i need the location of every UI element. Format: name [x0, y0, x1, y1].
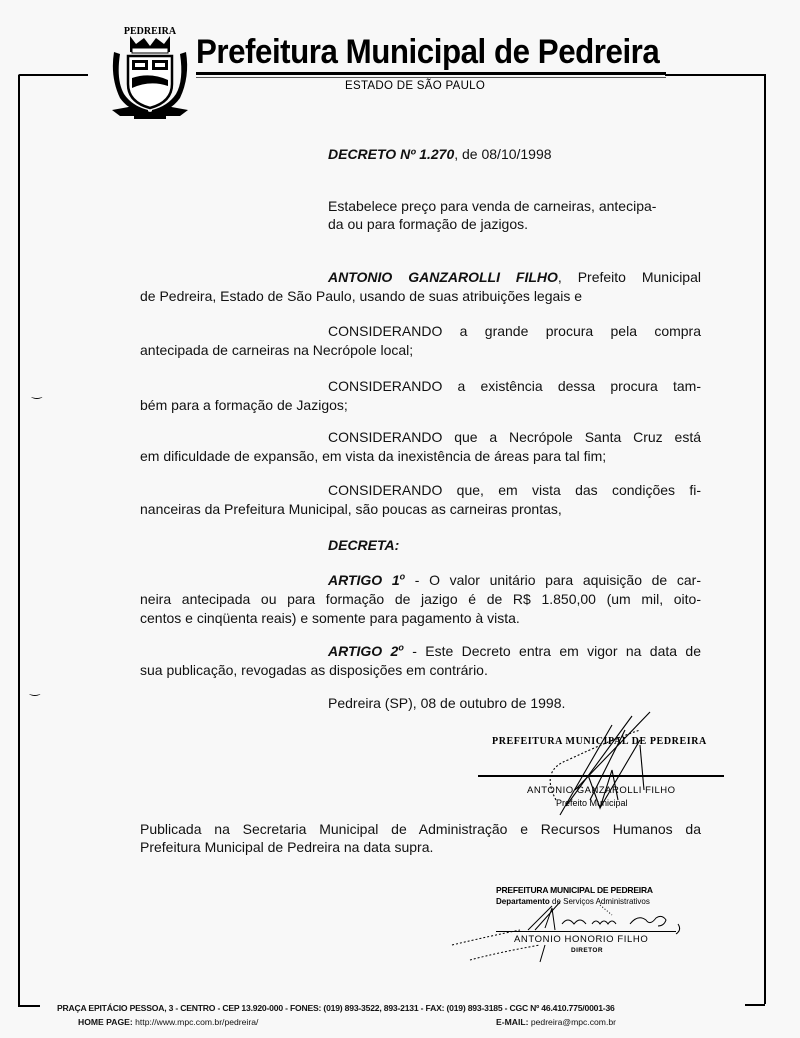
footer-email-label: E-MAIL: — [496, 1017, 529, 1027]
stamp-name: ANTONIO HONORIO FILHO — [514, 934, 649, 945]
artigo-2 — [140, 642, 701, 680]
considerando-4-second: nanceiras da Prefeitura Municipal, são poucas as carneiras prontas, — [140, 501, 562, 517]
intro-first-line-text: , Prefeito Municipal — [557, 269, 701, 285]
frame-border-bottom-right — [745, 1004, 765, 1006]
footer-homepage-label: HOME PAGE: — [78, 1017, 133, 1027]
director-handwritten-signature — [452, 902, 680, 962]
decree-date: , de 08/10/1998 — [454, 146, 552, 162]
mayor-signature-name: ANTONIO GANZAROLLI FILHO — [527, 785, 676, 796]
artigo-2-second-line: sua publicação, revogadas as disposições em contrário. — [140, 662, 488, 678]
place-date: Pedreira (SP), 08 de outubro de 1998. — [328, 695, 566, 711]
considerando-3-second: em dificuldade de expansão, em vista da inexistência de áreas para tal fim; — [140, 448, 607, 464]
header-underline-thin — [196, 77, 666, 78]
frame-border-right — [764, 74, 766, 1004]
artigo-1-label: ARTIGO 1 — [328, 572, 400, 588]
decree-intro — [140, 268, 701, 306]
mayor-name: ANTONIO GANZAROLLI FILHO — [328, 269, 558, 285]
header-title: Prefeitura Municipal de Pedreira — [196, 33, 660, 71]
considerando-1-second: antecipada de carneiras na Necrópole local; — [140, 342, 414, 358]
frame-border-bottom-left — [18, 1005, 40, 1007]
considerando-4-first: CONSIDERANDO que, em vista das condições fi- — [328, 482, 701, 498]
decree-number: DECRETO Nº 1.270 — [328, 146, 455, 162]
footer-address: PRAÇA EPITÁCIO PESSOA, 3 - CENTRO - CEP 13.920-000 - FONES: (019) 893-3522, 893-2131 - FAX: (019) 893-3185 - CGC Nº 46.410.775/0001-36 — [57, 1003, 615, 1013]
stamp-department-bold: Departamento — [496, 897, 550, 906]
considerando-3 — [140, 428, 701, 466]
stamp-department-rest: de Serviços Administrativos — [549, 897, 650, 906]
artigo-1-first-line — [140, 571, 701, 590]
footer-email — [496, 1017, 616, 1027]
mayor-signature-role: Prefeito Municipal — [556, 798, 628, 808]
intro-first-line — [140, 268, 701, 287]
header-subtitle: ESTADO DE SÃO PAULO — [345, 80, 486, 92]
footer-homepage-link[interactable]: http://www.mpc.com.br/pedreira/ — [132, 1017, 259, 1027]
stamp-role: DIRETOR — [571, 947, 603, 954]
footer-email-link[interactable]: pedreira@mpc.com.br — [528, 1017, 616, 1027]
considerando-4 — [140, 481, 701, 519]
artigo-2-label: ARTIGO 2 — [328, 643, 399, 659]
artigo-1 — [140, 571, 701, 628]
artigo-2-ordinal: o — [398, 642, 404, 653]
publication-line2: Prefeitura Municipal de Pedreira na data supra. — [140, 839, 434, 855]
intro-second-line: de Pedreira, Estado de São Paulo, usando de suas atribuições legais e — [140, 288, 583, 304]
considerando-3-first: CONSIDERANDO que a Necrópole Santa Cruz está — [328, 429, 701, 445]
decree-summary-line1: Estabelece preço para venda de carneiras, antecipa- — [328, 198, 657, 214]
frame-border-left-lower — [18, 955, 20, 1007]
coat-of-arms-icon — [104, 22, 196, 120]
frame-border-left — [18, 75, 20, 955]
decree-heading — [328, 145, 552, 164]
scan-mark: ‿ — [30, 682, 40, 696]
artigo-2-first-line — [140, 642, 701, 661]
artigo-1-third-line: centos e cinqüenta reais) e somente para pagamento à vista. — [140, 610, 520, 626]
mayor-signature-org: PREFEITURA MUNICIPAL DE PEDREIRA — [492, 736, 707, 747]
scan-mark: ‿ — [32, 385, 42, 399]
artigo-1-text: - O valor unitário para aquisição de car- — [405, 572, 701, 588]
considerando-2-first: CONSIDERANDO a existência dessa procura tam- — [328, 378, 701, 394]
artigo-1-ordinal: o — [399, 571, 406, 582]
mayor-signature-line — [478, 775, 724, 777]
artigo-1-second-line: neira antecipada ou para formação de jazigo é de R$ 1.850,00 (um mil, oito- — [140, 591, 701, 607]
frame-border-top-right — [665, 74, 765, 76]
considerando-2 — [140, 377, 701, 415]
stamp-org: PREFEITURA MUNICIPAL DE PEDREIRA — [496, 885, 653, 895]
considerando-1-first: CONSIDERANDO a grande procura pela compra — [328, 323, 701, 339]
frame-border-top-left — [18, 74, 88, 76]
considerando-2-second: bém para a formação de Jazigos; — [140, 397, 348, 413]
decreta-heading: DECRETA: — [328, 537, 400, 553]
footer-homepage — [78, 1017, 258, 1027]
artigo-2-text: - Este Decreto entra em vigor na data de — [403, 643, 701, 659]
publication-line1: Publicada na Secretaria Municipal de Administração e Recursos Humanos da — [140, 821, 701, 837]
stamp-department — [496, 897, 650, 906]
header-underline — [196, 72, 666, 75]
decree-summary-line2: da ou para formação de jazigos. — [328, 216, 529, 232]
stamp-signature-line — [496, 931, 676, 932]
considerando-1 — [140, 322, 701, 360]
logo-label: PEDREIRA — [123, 26, 177, 37]
